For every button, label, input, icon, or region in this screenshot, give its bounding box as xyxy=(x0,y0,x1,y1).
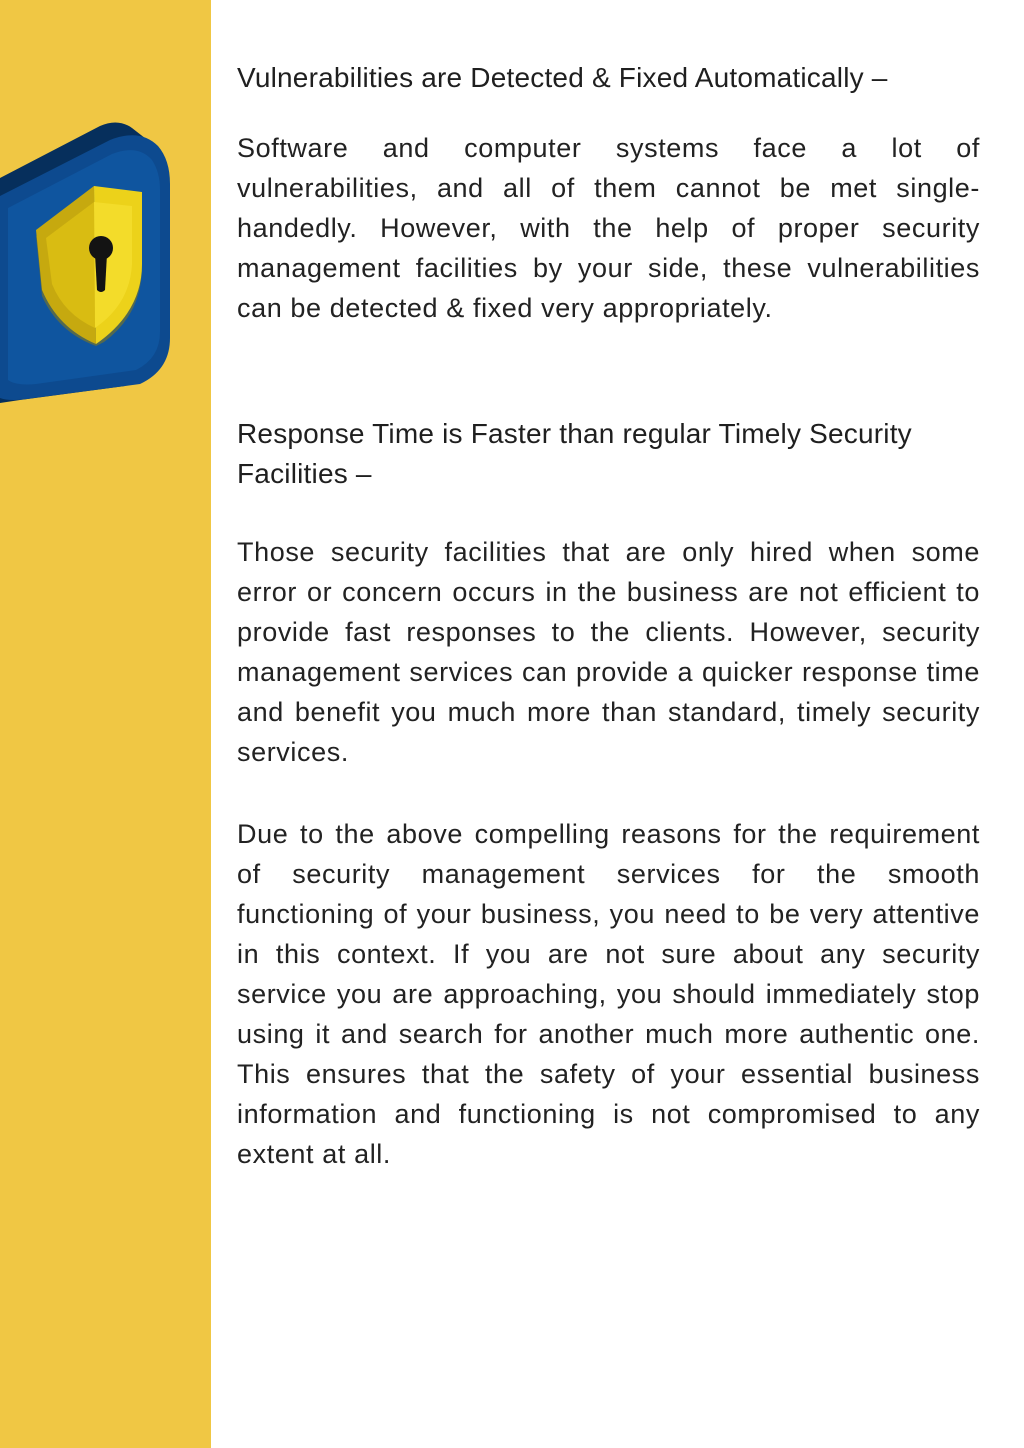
section-paragraph-vulnerabilities: Software and computer systems face a lot of vulnerabilities, and all of them cannot be met single-handedly. However, with the help of proper security management facilities by your side, these vulnerabilities can be detected & fixed very appropriately. xyxy=(237,133,980,323)
shield-lock-icon xyxy=(0,118,172,403)
section-heading-vulnerabilities: Vulnerabilities are Detected & Fixed Automatically – xyxy=(237,62,888,93)
main-content xyxy=(237,58,980,1174)
section-paragraph-response-time: Those security facilities that are only hired when some error or concern occurs in the business are not efficient to provide fast responses to the clients. However, security management services can provide a quicker response time and benefit you much more than standard, timely security services. xyxy=(237,537,980,767)
section-heading-response-time: Response Time is Faster than regular Timely Security Facilities – xyxy=(237,418,912,489)
conclusion-paragraph: Due to the above compelling reasons for the requirement of security management services for the smooth functioning of your business, you need to be very attentive in this context. If you are not sure about any security service you are approaching, you should immediately stop using it and search for another much more authentic one. This ensures that the safety of your essential business information and functioning is not compromised to any extent at all. xyxy=(237,819,980,1169)
sidebar-panel xyxy=(0,0,211,1448)
